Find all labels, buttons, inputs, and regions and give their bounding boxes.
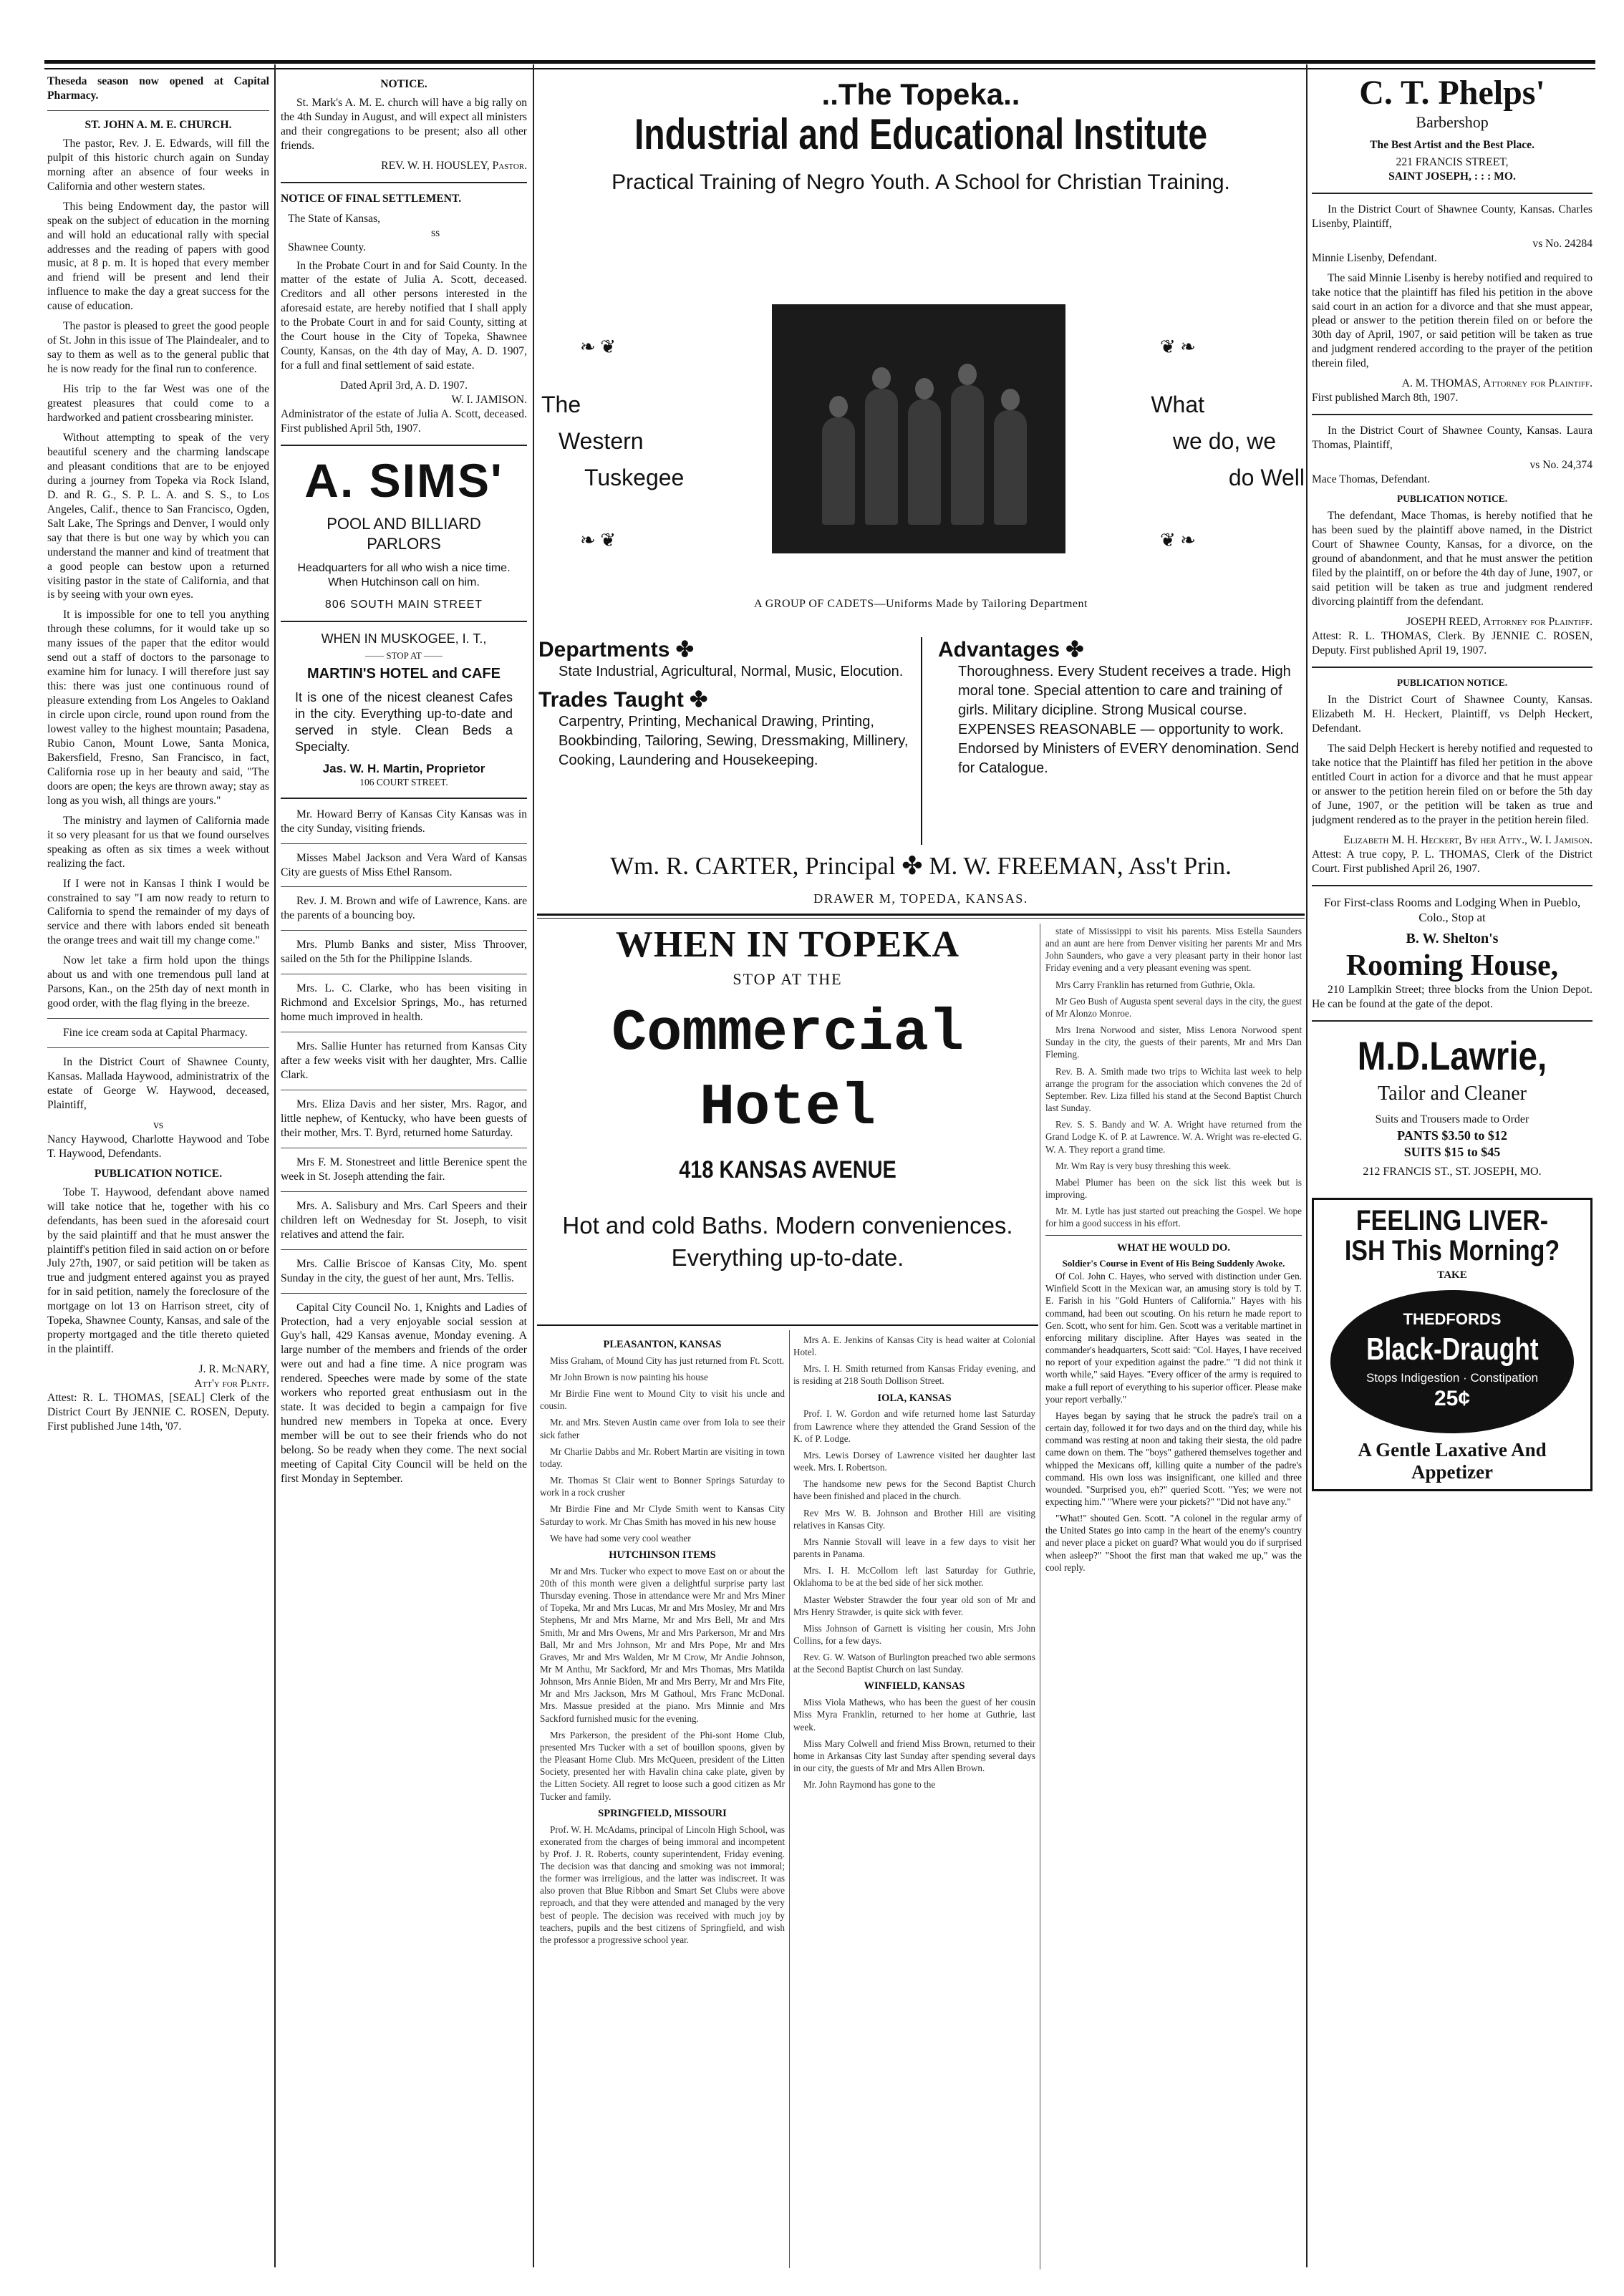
cadet-figure bbox=[822, 417, 855, 525]
court-header: In the District Court of Shawnee County, Kansas. Charles Lisenby, Plaintiff, bbox=[1312, 203, 1592, 230]
paragraph: It is impossible for one to tell you anything through these columns, for it would take up so many issues of the paper that the editor would send out a staff of doctors to the parsonage to examine him for lunacy. I will therefore just say this: there was just one continuous round of pleasure extending from Los Angeles to Oakland in circle upon circle, round upon round from the lowest valley to the highest mountain; Pasadena, Rubio Canon, Mount Lowe, Santa Monica, Bakersfield, Fresno, San Francisco, in fact, California rose up in her beauty and said, "The doors are open; the keys are thrown away; stay as long as you wish, all things are yours." bbox=[47, 609, 269, 807]
news-item: Mrs Carry Franklin has returned from Guthrie, Okla. bbox=[1055, 979, 1255, 990]
news-item: Prof. I. W. Gordon and wife returned home last Saturday from Lawrence where they attended the Grand Session of the K. of P. Lodge. bbox=[793, 1408, 1035, 1444]
attorney-signature: J. R. McNARY, bbox=[198, 1363, 269, 1376]
attest: Attest: R. L. THOMAS, Clerk. By JENNIE C. ROSEN, Deputy. First published April 19, 1907. bbox=[1312, 629, 1592, 657]
divider bbox=[281, 798, 527, 799]
black-draught-logo bbox=[1330, 1290, 1574, 1433]
divider bbox=[281, 886, 527, 887]
advantages-text: Thoroughness. Every Student receives a trade. High moral tone. Special attention to care and training of girls. Military dicipline. Strong Musical course. EXPENSES REASONABLE — opportunity to work. Endorsed by Ministers of EVERY denomination. Send for Catalogue. bbox=[958, 664, 1300, 776]
ss-mark: ss bbox=[431, 226, 440, 239]
news-item: Mr. and Mrs. Steven Austin came over from Iola to see their sick father bbox=[540, 1417, 785, 1440]
signature: A. M. THOMAS, Attorney for Plaintiff. bbox=[1401, 377, 1592, 390]
divider bbox=[281, 1249, 527, 1250]
cadet-figure bbox=[865, 389, 898, 525]
divider bbox=[281, 1293, 527, 1294]
side-text-line: What bbox=[1151, 392, 1204, 417]
publication-heading: PUBLICATION NOTICE. bbox=[94, 1167, 223, 1180]
news-item: Mabel Plumer has been on the sick list this week but is improving. bbox=[1045, 1176, 1302, 1200]
price: 25¢ bbox=[1434, 1387, 1471, 1411]
news-item: Mr John Brown is now painting his house bbox=[550, 1372, 708, 1382]
advantages-heading-text: Advantages bbox=[938, 638, 1060, 662]
ice-cream-notice: Fine ice cream soda at Capital Pharmacy. bbox=[63, 1027, 248, 1040]
western-tuskegee-text bbox=[541, 387, 684, 497]
paragraph: The pastor is pleased to greet the good people of St. John in this issue of The Plaindealer, and to say to them as well as to the general public that he is now ready for the final run to conference. bbox=[47, 320, 269, 376]
news-item: Mrs Nannie Stovall will leave in a few days to visit her parents in Panama. bbox=[793, 1536, 1035, 1560]
parlors-line: PARLORS bbox=[367, 534, 441, 553]
pharmacy-notice: Theseda season now opened at Capital Pharmacy. bbox=[47, 75, 269, 102]
departments-heading bbox=[538, 637, 911, 662]
side-text-line: Tuskegee bbox=[584, 465, 685, 491]
divider bbox=[1045, 1235, 1302, 1236]
martins-hotel: MARTIN'S HOTEL and CAFE bbox=[307, 665, 501, 682]
hotel-stop: STOP AT THE bbox=[733, 970, 843, 988]
news-item: Mrs. Lewis Dorsey of Lawrence visited her daughter last week. Mrs. I. Robertson. bbox=[793, 1449, 1035, 1473]
publication-text: Tobe T. Haywood, defendant above named will take notice that he, together with his co defendants, has been sued in the aforesaid court by the said plaintiff and that he must answer the plaintiff's petition filed in said action on or before July 27th, 1907, or said petition will be taken as true and judgment entered against you as prayed for in said petition, namely the foreclosure of the mortgage on lot 13 on Harrison street, city of Topeka, Shawnee County, Kansas, and sale of the property mortgaged and the title thereto quieted in the plaintiff. bbox=[47, 1186, 269, 1356]
stops-indigestion: Stops Indigestion · Constipation bbox=[1366, 1370, 1539, 1385]
side-text-line: The bbox=[541, 392, 581, 417]
sims-title: A. SIMS' bbox=[304, 453, 503, 507]
local-item: Mrs. L. C. Clarke, who has been visiting in Richmond and Excelsior Springs, Mo., has returned home much improved in health. bbox=[281, 982, 527, 1024]
take-label: TAKE bbox=[1437, 1269, 1467, 1282]
top-rule bbox=[44, 60, 1595, 64]
phelps-city: SAINT JOSEPH, : : : MO. bbox=[1388, 170, 1516, 183]
signature: Elizabeth M. H. Heckert, By her Atty., W. I. Jamison. bbox=[1343, 833, 1592, 846]
lawrie-address: 212 FRANCIS ST., ST. JOSEPH, MO. bbox=[1363, 1165, 1542, 1178]
county-line: Shawnee County. bbox=[288, 241, 366, 253]
news-item: Rev. G. W. Watson of Burlington preached two able sermons at the Second Baptist Church on last Sunday. bbox=[793, 1652, 1035, 1675]
news-item: The handsome new pews for the Second Baptist Church have been finished and placed in the church. bbox=[793, 1478, 1035, 1502]
lawrie-title: M.D.Lawrie, bbox=[1357, 1032, 1547, 1078]
local-item: Mrs F. M. Stonestreet and little Berenice spent the week in St. Joseph attending the fair. bbox=[281, 1156, 527, 1183]
trades-heading-text: Trades Taught bbox=[538, 688, 684, 712]
notice-text: The defendant, Mace Thomas, is hereby notified that he has been sued by the plaintiff above named, in the District Court of Shawnee County, Kansas, for a divorce, on the ground of abandonment, and that he must answer the petition filed by the plaintiff, on or before the 4th day of June, 1907, or said petition will be taken as true and judgment rendered divorcing plaintiff from the defendant. bbox=[1312, 510, 1592, 608]
leaf-icon: ✤ bbox=[690, 688, 708, 712]
cadets-photo bbox=[772, 304, 1065, 553]
institute-title: Industrial and Educational Institute bbox=[634, 110, 1208, 158]
news-item: Mrs Parkerson, the president of the Phi-sont Home Club, presented Mrs Tucker with a set of bouillon spoons, given by the Pleasant Home Club. Mrs McQueen, president of the Litten Society, presented her with Havalin china cake plate, given by the Litten Society. All regret to loose such a good citizen as Mr Tucker and family. bbox=[540, 1729, 785, 1802]
best-artist: The Best Artist and the Best Place. bbox=[1370, 138, 1534, 151]
ornament-icon: ❦ ❧ bbox=[1160, 530, 1197, 551]
news-item: Miss Johnson of Garnett is visiting her cousin, Mrs John Collins, for a few days. bbox=[793, 1622, 1035, 1646]
column-rule-3 bbox=[1306, 64, 1308, 2267]
advantages-divider bbox=[921, 637, 922, 845]
hotel-heading: WHEN IN TOPEKA bbox=[615, 924, 960, 965]
proprietor: Jas. W. H. Martin, Proprietor bbox=[322, 761, 485, 775]
phelps-address: 221 FRANCIS STREET, bbox=[1396, 155, 1509, 168]
divider bbox=[1312, 667, 1592, 668]
paragraph: The pastor, Rev. J. E. Edwards, will fill the pulpit of this historic church again on Sunday morning after an absence of four weeks in California and other western states. bbox=[47, 137, 269, 193]
column-rule bbox=[789, 1330, 790, 2268]
divider bbox=[281, 1191, 527, 1192]
tailor-line: Tailor and Cleaner bbox=[1378, 1082, 1527, 1105]
divider bbox=[281, 621, 527, 622]
administrator: Administrator of the estate of Julia A. Scott, deceased. First published April 5th, 1907. bbox=[281, 408, 527, 435]
winfield-heading: WINFIELD, KANSAS bbox=[864, 1680, 965, 1692]
pleasanton-heading: PLEASANTON, KANSAS bbox=[603, 1339, 722, 1350]
court-defendants: Nancy Haywood, Charlotte Haywood and Tobe T. Haywood, Defendants. bbox=[47, 1133, 269, 1160]
divider bbox=[537, 918, 1305, 919]
commercial-hotel-advertisement bbox=[537, 924, 1038, 1274]
publication-heading: PUBLICATION NOTICE. bbox=[1396, 493, 1508, 505]
story-paragraph: Of Col. John C. Hayes, who served with distinction under Gen. Winfield Scott in the Mexican war, an amusing story is told by T. E. Farish in his "Gold Hunters of California." Hayes with his command, had been out scouting. On his return he made report to Gen. Scott, who sent for him. Gen. Scott was a veritable martinet in enforcing military discipline. After Hayes was seated in the commander's headquarters, Scott said: "Col. Hayes, I have received no report of your expedition against the padre." "I did not think it worth while," said Hayes. "Every officer of the army is required to make a full report of everything to his superior officer. Please make your report verbally." bbox=[1045, 1271, 1302, 1405]
divider bbox=[1312, 193, 1592, 194]
column-1 bbox=[47, 74, 269, 1440]
church-heading: ST. JOHN A. M. E. CHURCH. bbox=[84, 118, 232, 131]
news-column-b bbox=[793, 1334, 1035, 2279]
news-item: Miss Viola Mathews, who has been the guest of her cousin Miss Myra Franklin, returned to her home at Guthrie, last week. bbox=[793, 1697, 1035, 1733]
news-item: Rev. S. S. Bandy and W. A. Wright have returned from the Grand Lodge K. of P. at Lawrence. W. A. Wright was re-elected G. W. A. They report a grand time. bbox=[1045, 1119, 1302, 1155]
news-item: Mr Birdie Fine and Mr Clyde Smith went to Kansas City Saturday to work. Mr Chas Smith has moved in his new house bbox=[540, 1503, 785, 1527]
state-line: The State of Kansas, bbox=[288, 212, 381, 225]
divider bbox=[1312, 885, 1592, 886]
rooming-house: Rooming House, bbox=[1345, 949, 1559, 982]
hotel-name: Commercial bbox=[611, 1000, 965, 1067]
notice-text: The said Delph Heckert is hereby notified and requested to take notice that the Plaintiff has filed her petition in the above entitled Court in action for a divorce and that he must appear or answer to the petition herein filed on or before the 5th day of June, 1907, or the petition will be taken as true and judgment rendered as to the prayer in the petition herein filed. bbox=[1312, 742, 1592, 826]
paragraph: If I were not in Kansas I think I would be constrained to say "I am now ready to return to California to spend the remainder of my days of service and there with labors ended sit beneath the orange trees and wait till my change come." bbox=[47, 877, 269, 947]
leaf-icon: ✤ bbox=[1065, 638, 1084, 662]
column-2 bbox=[281, 74, 527, 1492]
news-item: Mr and Mrs. Tucker who expect to move East on or about the 20th of this month were given a delightful surprise party last Thursday evening. Those in attendance were Mr and Mrs Miner of Topeka, Mr and Mrs Lucas, Mr and Mrs Mosley, Mr and Mrs Stephens, Mr and Mrs Marne, Mr and Mrs Bell, Mr and Mrs Smith, Mr and Mrs Owens, Mr and Mrs Parkerson, Mr and Mrs Ball, Mr and Mrs Johnson, Mr and Mrs Pope, Mr and Mrs Graves, Mr and Mrs Walden, Mr M Crow, Mr Andie Johnson, Mr M Anthu, Mr Sackford, Mr and Mrs Thomas, Mrs Matilda Johnson, Mrs Annie Biden, Mr and Mrs Berry, Mr and Mrs Fite, Mr and Mrs Jackson, Mrs M Gathoul, Mrs Franc McDonal. Mrs. Massue presided at the piano. Mrs Minnie and Mrs Sackford furnished music for the evening. bbox=[540, 1565, 785, 1724]
trades-text: Carpentry, Printing, Mechanical Drawing, Printing, Bookbinding, Tailoring, Sewing, Dressmaking, Millinery, Cooking, Laundering and Housekeeping. bbox=[559, 714, 909, 768]
local-item: Rev. J. M. Brown and wife of Lawrence, Kans. are the parents of a bouncing boy. bbox=[281, 895, 527, 922]
advantages-heading bbox=[938, 637, 1305, 662]
divider bbox=[281, 182, 527, 183]
principals-line: Wm. R. CARTER, Principal ✤ M. W. FREEMAN, Ass't Prin. bbox=[610, 852, 1232, 880]
hotel-name: Hotel bbox=[699, 1075, 876, 1141]
shelton-name: B. W. Shelton's bbox=[1406, 931, 1499, 947]
story-paragraph: "What!" shouted Gen. Scott. "A colonel in the regular army of the United States go into camp in the heart of the enemy's country and never place a picket on guard? What would you do if surprised when asleep?" "Shoot the first man that waked me up," was the cool reply. bbox=[1045, 1513, 1302, 1573]
hotel-address: 418 KANSAS AVENUE bbox=[679, 1156, 896, 1183]
divider bbox=[281, 843, 527, 844]
case-number: vs No. 24284 bbox=[1532, 237, 1592, 250]
cadet-figure bbox=[994, 410, 1027, 525]
news-item: Mrs. I. H. Smith returned from Kansas Friday evening, and is residing at 218 South Dollison Street. bbox=[793, 1363, 1035, 1387]
thedfords: THEDFORDS bbox=[1403, 1310, 1502, 1329]
drawer-address: DRAWER M, TOPEDA, KANSAS. bbox=[813, 891, 1028, 906]
defendant: Minnie Lisenby, Defendant. bbox=[1312, 251, 1437, 264]
defendant: Mace Thomas, Defendant. bbox=[1312, 473, 1431, 486]
court-header: In the District Court of Shawnee County, Kansas. Mallada Haywood, administratrix of the estate of George W. Haywood, deceased, Plaintiff, bbox=[47, 1056, 269, 1111]
versus: vs bbox=[153, 1118, 163, 1131]
muskogee-heading: WHEN IN MUSKOGEE, I. T., bbox=[321, 631, 487, 646]
news-item: Rev Mrs W. B. Johnson and Brother Hill are visiting relatives in Kansas City. bbox=[793, 1507, 1035, 1531]
divider bbox=[537, 914, 1305, 916]
photo-caption: A GROUP OF CADETS—Uniforms Made by Tailoring Department bbox=[754, 598, 1088, 610]
iola-heading: IOLA, KANSAS bbox=[877, 1392, 952, 1404]
side-text-line: do Well bbox=[1228, 465, 1305, 491]
local-item: Mrs. Eliza Davis and her sister, Mrs. Ragor, and little nephew, of Kentucky, who have been guests of their mother, Mrs. T. Byrd, returned home Saturday. bbox=[281, 1098, 527, 1139]
black-draught-name: Black-Draught bbox=[1366, 1332, 1539, 1367]
news-item: Mrs A. E. Jenkins of Kansas City is head waiter at Colonial Hotel. bbox=[793, 1335, 1035, 1358]
side-text-line: we do, we bbox=[1172, 428, 1276, 455]
ornament-icon: ❧ ❦ bbox=[580, 530, 617, 551]
departments-heading-text: Departments bbox=[538, 638, 670, 662]
institute-title-small: ..The Topeka.. bbox=[821, 77, 1020, 111]
paragraph: Without attempting to speak of the very beautiful scenery and the charming landscape and pleasant conditions that are to be enjoyed during a journey from Topeka via Rock Island, D. and R. G., S. P. L. A. and S. S., to Los Angeles, Calif., thence to San Francisco, Ogden, Salt Lake, The Springs and Denver, I would only say that there is but one way by which you can understand the manner and kind of treatment that a good people can bestow upon a returned visiting pastor in the state of California, and that is by seeing with your own eyes. bbox=[47, 431, 269, 601]
departments-text: State Industrial, Agricultural, Normal, Music, Elocution. bbox=[559, 664, 904, 679]
news-column-a bbox=[540, 1334, 785, 2279]
advantages-block bbox=[938, 637, 1305, 778]
final-settlement-text: In the Probate Court in and for Said County. In the matter of the estate of Julia A. Scott, deceased. Creditors and all other persons interested in the aforesaid estate, are hereby notified that I shall apply to the Probate Court in and for said County, sitting at the Court house in the City of Topeka, Shawnee County, Kansas, on the 4th day of May, A. D. 1907, for a full and final settlement of said estate. bbox=[281, 259, 527, 372]
institute-advertisement bbox=[537, 72, 1305, 906]
news-item: Miss Graham, of Mound City has just returned from Ft. Scott. bbox=[550, 1355, 785, 1366]
news-item: Mr Geo Bush of Augusta spent several days in the city, the guest of Mr Alonzo Monroe. bbox=[1045, 995, 1302, 1019]
paragraph: Now let take a firm hold upon the things about us and with one tremendous pull land at Parsons, Kan., on the 25th day of next month in good order, with the flag flying in the breeze. bbox=[47, 954, 269, 1010]
local-item: Mr. Howard Berry of Kansas City Kansas was in the city Sunday, visiting friends. bbox=[281, 808, 527, 835]
column-5 bbox=[1312, 74, 1592, 1491]
what-we-do-text bbox=[1151, 387, 1305, 497]
cadet-figure bbox=[951, 385, 984, 525]
news-item: Mr Birdie Fine went to Mound City to visit his uncle and cousin. bbox=[540, 1388, 785, 1412]
attorney-title: Att'y for Plntf. bbox=[194, 1377, 269, 1390]
pants-price: PANTS $3.50 to $12 bbox=[1397, 1128, 1507, 1143]
hutchinson-heading: HUTCHINSON ITEMS bbox=[609, 1549, 716, 1561]
news-item: We have had some very cool weather bbox=[550, 1532, 691, 1544]
pool-line: POOL AND BILLIARD bbox=[327, 514, 481, 533]
top-rule-thin bbox=[44, 68, 1595, 69]
attest: Attest: R. L. THOMAS, [SEAL] Clerk of the District Court By JENNIE C. ROSEN, Deputy. First published June 14th, '07. bbox=[47, 1392, 269, 1433]
court-street: 106 COURT STREET. bbox=[359, 777, 448, 788]
ornament-icon: ❧ ❦ bbox=[580, 336, 617, 357]
black-draught-advertisement bbox=[1312, 1198, 1592, 1491]
divider bbox=[1312, 1020, 1592, 1022]
case-number: vs No. 24,374 bbox=[1529, 459, 1592, 472]
news-item: Master Webster Strawder the four year old son of Mr and Mrs Henry Strawder, is quite sick with fever. bbox=[793, 1594, 1035, 1617]
suits-price: SUITS $15 to $45 bbox=[1403, 1144, 1501, 1159]
news-item: Rev. B. A. Smith made two trips to Wichita last week to help arrange the program for the association which convenes the 2d of September. Rev. Liza filled his stand at the Second Baptist Church last Sunday. bbox=[1045, 1065, 1302, 1114]
barbershop: Barbershop bbox=[1416, 112, 1489, 131]
gentle-laxative: A Gentle Laxative And Appetizer bbox=[1358, 1438, 1547, 1483]
news-item: Mr Charlie Dabbs and Mr. Robert Martin are visiting in town today. bbox=[540, 1445, 785, 1469]
pueblo-text: For First-class Rooms and Lodging When in Pueblo, Colo., Stop at bbox=[1323, 895, 1581, 925]
stop-at: —— STOP AT —— bbox=[365, 650, 443, 662]
institute-subtitle: Practical Training of Negro Youth. A School for Christian Training. bbox=[612, 170, 1230, 194]
signature: W. I. JAMISON. bbox=[451, 394, 527, 407]
leaf-icon: ✤ bbox=[675, 638, 694, 662]
departments-block bbox=[538, 637, 911, 770]
divider bbox=[281, 445, 527, 446]
local-item: Mrs. A. Salisbury and Mrs. Carl Speers and their children left on Wednesday for St. Joseph, to visit relatives and attend the fair. bbox=[281, 1199, 527, 1241]
story-heading: WHAT HE WOULD DO. bbox=[1117, 1242, 1230, 1254]
suits-line: Suits and Trousers made to Order bbox=[1375, 1113, 1529, 1126]
local-item: Mrs. Callie Briscoe of Kansas City, Mo. spent Sunday in the city, the guest of her aunt, Mrs. Tellis. bbox=[281, 1257, 527, 1284]
springfield-heading: SPRINGFIELD, MISSOURI bbox=[598, 1807, 727, 1819]
divider bbox=[1312, 414, 1592, 415]
local-item: Capital City Council No. 1, Knights and Ladies of Protection, had a very enjoyable social session at Guy's hall, 429 Kansas avenue, Monday evening. A large number of the members and friends of the order were out and had a fine time. A nice program was rendered. Speeches were made by some of the state workers who reported great enthusiasm out in the state. It was decided to begin a campaign for five hundred new members in Topeka at once. Every member will be out to see their friends who do not belong. So be ready when they come. The next social meeting of Capital City Council will be held on the first Monday in September. bbox=[281, 1301, 527, 1485]
divider bbox=[47, 1018, 269, 1019]
published-date: First published March 8th, 1907. bbox=[1312, 392, 1459, 405]
news-column-c bbox=[1045, 925, 1302, 2271]
publication-heading: PUBLICATION NOTICE. bbox=[1396, 677, 1508, 688]
divider bbox=[537, 1324, 1038, 1326]
headquarters-text: Headquarters for all who wish a nice time. When Hutchinson call on him. bbox=[297, 561, 511, 589]
news-item: Prof. W. H. McAdams, principal of Lincoln High School, was exonerated from the charges of being immoral and incompetent by Prof. J. R. Roberts, county superintendent, Friday evening. The decision was that dancing and smoking was not immoral; the former was irreligious, and the latter was indiscreet. It was also proven that Blue Ribbon and Smart Set Clubs were above reproach, and that they were attended and managed by the very best of people. The decision was received with much joy by teachers, pupils and the best citizens of Springfield, and wish the professor a progressive school year. bbox=[540, 1823, 785, 1945]
story-paragraph: Hayes began by saying that he struck the padre's trail on a certain day, followed it for two days and on the third day, while his command was resting at noon and taking their siesta, the old padre came down on them. The "boys" gathered themselves together and whipped the Mexicans off, killing quite a number of the padre's command. His own loss was insignificant, one killed and three wounded. "Surprised you, eh?" queried Scott. "Yes; we were not expecting him." "Where were your pickets?" "Did not have any." bbox=[1045, 1410, 1302, 1507]
phelps-title: C. T. Phelps' bbox=[1359, 74, 1545, 112]
court-header: In the District Court of Shawnee County, Kansas. Elizabeth M. H. Heckert, Plaintiff, vs Delph Heckert, Defendant. bbox=[1312, 694, 1592, 735]
paragraph: The ministry and laymen of California made it so very pleasant for us that we found ourselves speaking as often as six times a week without realizing the fact. bbox=[47, 814, 269, 870]
martin-description: It is one of the nicest cleanest Cafes in the city. Everything up-to-date and served in style. Clean Beds a Specialty. bbox=[295, 689, 513, 754]
story-subheading: Soldier's Course in Event of His Being Suddenly Awoke. bbox=[1062, 1258, 1285, 1269]
dated: Dated April 3rd, A. D. 1907. bbox=[339, 379, 468, 392]
paragraph: His trip to the far West was one of the greatest pleasures that could come to a hardworked and patient crossbearing minister. bbox=[47, 383, 269, 425]
address: 806 SOUTH MAIN STREET bbox=[324, 598, 483, 611]
divider bbox=[281, 930, 527, 931]
feeling-liverish: FEELING LIVER-ISH This Morning? bbox=[1344, 1205, 1560, 1267]
paragraph: This being Endowment day, the pastor will speak on the subject of education in the morning and will hold an educational rally with special addresses and the reading of papers with good music, at 8 p. m. It is hoped that every member and friend will be present and lend their influence to make the day a great success for the cause of education. bbox=[47, 200, 269, 313]
news-item: Miss Mary Colwell and friend Miss Brown, returned to their home in Arkansas City last Sunday after spending several days in our city, the guests of Mr and Mrs Allen Brown. bbox=[793, 1738, 1035, 1774]
local-item: Mrs. Plumb Banks and sister, Miss Throover, sailed on the 5th for the Philippine Islands. bbox=[281, 939, 527, 966]
news-item: Mr. Wm Ray is very busy threshing this week. bbox=[1055, 1160, 1232, 1171]
court-header: In the District Court of Shawnee County, Kansas. Laura Thomas, Plaintiff, bbox=[1312, 425, 1592, 452]
divider bbox=[47, 110, 269, 111]
attest: Attest: A true copy, P. L. THOMAS, Clerk of the District Court. First published April 26, 1907. bbox=[1312, 848, 1592, 875]
local-item: Mrs. Sallie Hunter has returned from Kansas City after a few weeks visit with her daughter, Mrs. Callie Clark. bbox=[281, 1040, 527, 1082]
local-item: Misses Mabel Jackson and Vera Ward of Kansas City are guests of Miss Ethel Ransom. bbox=[281, 851, 527, 878]
notice-heading: NOTICE. bbox=[380, 78, 427, 90]
news-item: state of Mississippi to visit his parents. Miss Estella Saunders and an aunt are here from Denver visiting her parents Mr and Mrs John Saunders, who gave a very pleasant party in their honor last Friday evening and a very pleasant evening was spent. bbox=[1045, 926, 1302, 974]
cadet-figure bbox=[908, 399, 941, 525]
column-rule-2 bbox=[533, 64, 534, 2267]
ornament-icon: ❦ ❧ bbox=[1160, 336, 1197, 357]
trades-heading bbox=[538, 687, 911, 712]
notice-text: St. Mark's A. M. E. church will have a big rally on the 4th Sunday in August, and will expect all ministers and their congregations to be present; also all other friends. bbox=[281, 96, 527, 152]
news-item: Mr. Thomas St Clair went to Bonner Springs Saturday to work in a rock crusher bbox=[540, 1475, 785, 1498]
notice-text: The said Minnie Lisenby is hereby notified and required to take notice that the plaintiff has filed his petition in the above said court in an action for a divorce and that she must appear, plead or answer to the petition therein filed on or before the 30th day of April, 1907, or said petition will be taken as true and judgment rendered according to the prayer of the petition therein filed, bbox=[1312, 271, 1592, 370]
side-text-line: Western bbox=[559, 428, 644, 455]
divider bbox=[47, 1047, 269, 1048]
news-item: Mr. M. Lytle has just started out preaching the Gospel. We hope for him a good success in his effort. bbox=[1045, 1206, 1302, 1229]
signature: JOSEPH REED, Attorney for Plaintiff. bbox=[1406, 615, 1592, 628]
hotel-amenities: Hot and cold Baths. Modern conveniences. Everything up-to-date. bbox=[562, 1212, 1013, 1271]
column-rule-1 bbox=[274, 64, 276, 2267]
news-item: Mrs. I. H. McCollom left last Saturday for Guthrie, Oklahoma to be at the bed side of her sick mother. bbox=[793, 1565, 1035, 1589]
final-settlement-heading: NOTICE OF FINAL SETTLEMENT. bbox=[281, 192, 462, 205]
news-item: Mr. John Raymond has gone to the bbox=[803, 1779, 936, 1791]
news-item: Mrs Irena Norwood and sister, Miss Lenora Norwood spent Sunday in the city, the guests of their parents, Mr and Mrs Dan Fleming. bbox=[1045, 1025, 1302, 1060]
notice-signature: REV. W. H. HOUSLEY, Pastor. bbox=[381, 159, 527, 172]
rooming-address: 210 Lamplkin Street; three blocks from the Union Depot. He can be found at the gate of the depot. bbox=[1312, 983, 1592, 1010]
